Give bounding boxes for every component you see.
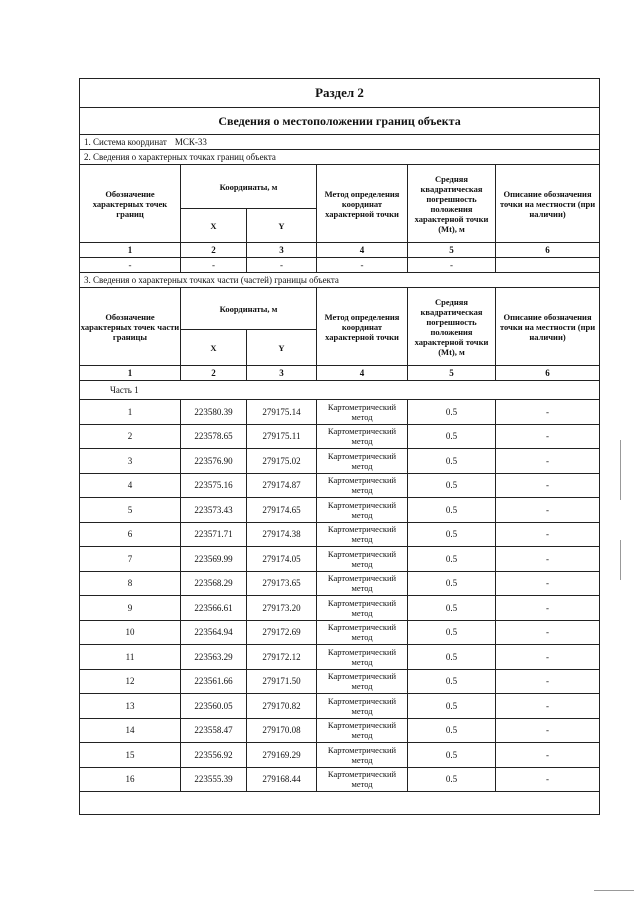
table-row (80, 620, 600, 645)
description-cell: - (496, 522, 600, 547)
col-number: 6 (496, 243, 600, 258)
boundary-table (79, 78, 600, 815)
column-number-row (80, 366, 600, 381)
method-cell (317, 718, 408, 743)
coord-y: 279170.08 (247, 718, 317, 743)
error-cell: 0.5 (408, 743, 496, 768)
description-cell: - (496, 400, 600, 425)
error-cell: 0.5 (408, 498, 496, 523)
table-row (80, 571, 600, 596)
point-number: 1 (80, 400, 181, 425)
description-cell: - (496, 669, 600, 694)
coord-x: 223556.92 (181, 743, 247, 768)
description-cell: - (496, 449, 600, 474)
table-row (80, 767, 600, 792)
coord-y: 279174.65 (247, 498, 317, 523)
coord-x: 223564.94 (181, 620, 247, 645)
table-row (80, 694, 600, 719)
error-cell: 0.5 (408, 424, 496, 449)
table-row (80, 400, 600, 425)
col-number: 5 (408, 366, 496, 381)
header-description: Описание обозначения точки на местности (при наличии) (496, 165, 600, 243)
description-cell: - (496, 571, 600, 596)
header-error: Средняя квадратическая погрешность положения характерной точки (Mt), м (408, 165, 496, 243)
error-cell: 0.5 (408, 620, 496, 645)
description-cell: - (496, 743, 600, 768)
table-row (80, 669, 600, 694)
method-text: Картометрический метод (327, 744, 397, 765)
method-text: Картометрический метод (327, 622, 397, 643)
point-number: 7 (80, 547, 181, 572)
description-cell: - (496, 473, 600, 498)
header-designation: Обозначение характерных точек границ (80, 165, 181, 243)
description-cell: - (496, 694, 600, 719)
error-cell: 0.5 (408, 718, 496, 743)
coord-x: 223571.71 (181, 522, 247, 547)
point-number: 12 (80, 669, 181, 694)
table-row (80, 449, 600, 474)
page-heading: Сведения о местоположении границ объекта (80, 108, 600, 135)
error-cell: 0.5 (408, 522, 496, 547)
method-cell (317, 694, 408, 719)
point-number: 3 (80, 449, 181, 474)
coord-y: 279172.12 (247, 645, 317, 670)
empty-cell (80, 792, 600, 815)
error-cell: 0.5 (408, 767, 496, 792)
header-coords: Координаты, м (181, 288, 317, 330)
description-cell: - (496, 718, 600, 743)
method-text: Картометрический метод (327, 426, 397, 447)
coord-y: 279175.14 (247, 400, 317, 425)
table-row (80, 743, 600, 768)
method-text: Картометрический метод (327, 695, 397, 716)
error-cell: 0.5 (408, 596, 496, 621)
description-cell: - (496, 547, 600, 572)
part-label: Часть 1 (80, 381, 600, 400)
header-x: X (181, 209, 247, 243)
method-text: Картометрический метод (327, 548, 397, 569)
table-row (80, 424, 600, 449)
coord-x: 223573.43 (181, 498, 247, 523)
method-cell (317, 645, 408, 670)
coord-x: 223560.05 (181, 694, 247, 719)
description-cell: - (496, 620, 600, 645)
coord-system-label: 1. Система координат (84, 137, 167, 147)
coord-y: 279173.20 (247, 596, 317, 621)
document-sheet (79, 78, 599, 815)
error-cell: 0.5 (408, 400, 496, 425)
scan-margin-mark (620, 540, 621, 580)
coord-y: 279174.38 (247, 522, 317, 547)
scan-margin-mark (620, 440, 621, 500)
coord-x: 223578.65 (181, 424, 247, 449)
error-cell: 0.5 (408, 571, 496, 596)
table-row (80, 645, 600, 670)
description-cell: - (496, 645, 600, 670)
column-number-row (80, 243, 600, 258)
method-text: Картометрический метод (327, 671, 397, 692)
method-text: Картометрический метод (327, 573, 397, 594)
coord-x: 223561.66 (181, 669, 247, 694)
scan-margin-mark (594, 890, 634, 891)
header-method: Метод определения координат характерной точки (317, 165, 408, 243)
col-number: 3 (247, 243, 317, 258)
col-number: 6 (496, 366, 600, 381)
point-number: 4 (80, 473, 181, 498)
empty-points-row (80, 258, 600, 273)
coord-y: 279169.29 (247, 743, 317, 768)
header-y: Y (247, 209, 317, 243)
coord-x: 223563.29 (181, 645, 247, 670)
col-number: 1 (80, 366, 181, 381)
point-number: 14 (80, 718, 181, 743)
point-number: 13 (80, 694, 181, 719)
coord-x: 223580.39 (181, 400, 247, 425)
block2-label: 2. Сведения о характерных точках границ объекта (80, 150, 600, 165)
point-number: 10 (80, 620, 181, 645)
point-number: 9 (80, 596, 181, 621)
coord-x: 223569.99 (181, 547, 247, 572)
col-number: 4 (317, 243, 408, 258)
table-row (80, 522, 600, 547)
coord-y: 279171.50 (247, 669, 317, 694)
point-number: 15 (80, 743, 181, 768)
method-cell (317, 767, 408, 792)
header-coords: Координаты, м (181, 165, 317, 209)
method-cell (317, 620, 408, 645)
header-method: Метод определения координат характерной точки (317, 288, 408, 366)
method-cell (317, 449, 408, 474)
method-text: Картометрический метод (327, 401, 397, 422)
method-cell (317, 596, 408, 621)
method-cell (317, 498, 408, 523)
method-cell (317, 571, 408, 596)
coord-y: 279170.82 (247, 694, 317, 719)
point-number: 2 (80, 424, 181, 449)
coord-x: 223566.61 (181, 596, 247, 621)
coord-system-row (80, 135, 600, 150)
error-cell: 0.5 (408, 473, 496, 498)
header-error: Средняя квадратическая погрешность положения характерной точки (Mt), м (408, 288, 496, 366)
header-description: Описание обозначения точки на местности (при наличии) (496, 288, 600, 366)
col-number: 5 (408, 243, 496, 258)
table-row (80, 547, 600, 572)
error-cell: 0.5 (408, 669, 496, 694)
method-text: Картометрический метод (327, 769, 397, 790)
method-text: Картометрический метод (327, 646, 397, 667)
coord-x: 223555.39 (181, 767, 247, 792)
coord-y: 279174.87 (247, 473, 317, 498)
coord-x: 223575.16 (181, 473, 247, 498)
point-number: 5 (80, 498, 181, 523)
coord-y: 279174.05 (247, 547, 317, 572)
method-cell (317, 473, 408, 498)
table-row (80, 498, 600, 523)
header-designation: Обозначение характерных точек части границы (80, 288, 181, 366)
table-row (80, 596, 600, 621)
coord-x: 223568.29 (181, 571, 247, 596)
col-number: 2 (181, 243, 247, 258)
coord-x: 223558.47 (181, 718, 247, 743)
method-cell (317, 424, 408, 449)
header-y: Y (247, 330, 317, 366)
dash-cell: - (408, 258, 496, 273)
coord-system-value: МСК-33 (174, 137, 207, 147)
coord-y: 279175.11 (247, 424, 317, 449)
point-number: 16 (80, 767, 181, 792)
coord-y: 279168.44 (247, 767, 317, 792)
method-cell (317, 547, 408, 572)
method-text: Картометрический метод (327, 499, 397, 520)
table-row (80, 718, 600, 743)
error-cell: 0.5 (408, 694, 496, 719)
point-number: 11 (80, 645, 181, 670)
col-number: 1 (80, 243, 181, 258)
description-cell: - (496, 498, 600, 523)
method-cell (317, 522, 408, 547)
col-number: 3 (247, 366, 317, 381)
point-number: 6 (80, 522, 181, 547)
dash-cell: - (80, 258, 181, 273)
col-number: 4 (317, 366, 408, 381)
method-cell (317, 743, 408, 768)
coord-y: 279172.69 (247, 620, 317, 645)
method-text: Картометрический метод (327, 524, 397, 545)
coord-y: 279173.65 (247, 571, 317, 596)
error-cell: 0.5 (408, 449, 496, 474)
section-title: Раздел 2 (80, 79, 600, 108)
coord-x: 223576.90 (181, 449, 247, 474)
header-x: X (181, 330, 247, 366)
error-cell: 0.5 (408, 645, 496, 670)
dash-cell: - (181, 258, 247, 273)
dash-cell: - (247, 258, 317, 273)
method-text: Картометрический метод (327, 450, 397, 471)
coord-y: 279175.02 (247, 449, 317, 474)
description-cell: - (496, 767, 600, 792)
method-text: Картометрический метод (327, 475, 397, 496)
method-cell (317, 669, 408, 694)
description-cell: - (496, 596, 600, 621)
table-footer-row (80, 792, 600, 815)
point-number: 8 (80, 571, 181, 596)
error-cell: 0.5 (408, 547, 496, 572)
description-cell: - (496, 424, 600, 449)
col-number: 2 (181, 366, 247, 381)
dash-cell (496, 258, 600, 273)
method-text: Картометрический метод (327, 597, 397, 618)
dash-cell: - (317, 258, 408, 273)
block3-label: 3. Сведения о характерных точках части (частей) границы объекта (80, 273, 600, 288)
method-cell (317, 400, 408, 425)
table-row (80, 473, 600, 498)
method-text: Картометрический метод (327, 720, 397, 741)
